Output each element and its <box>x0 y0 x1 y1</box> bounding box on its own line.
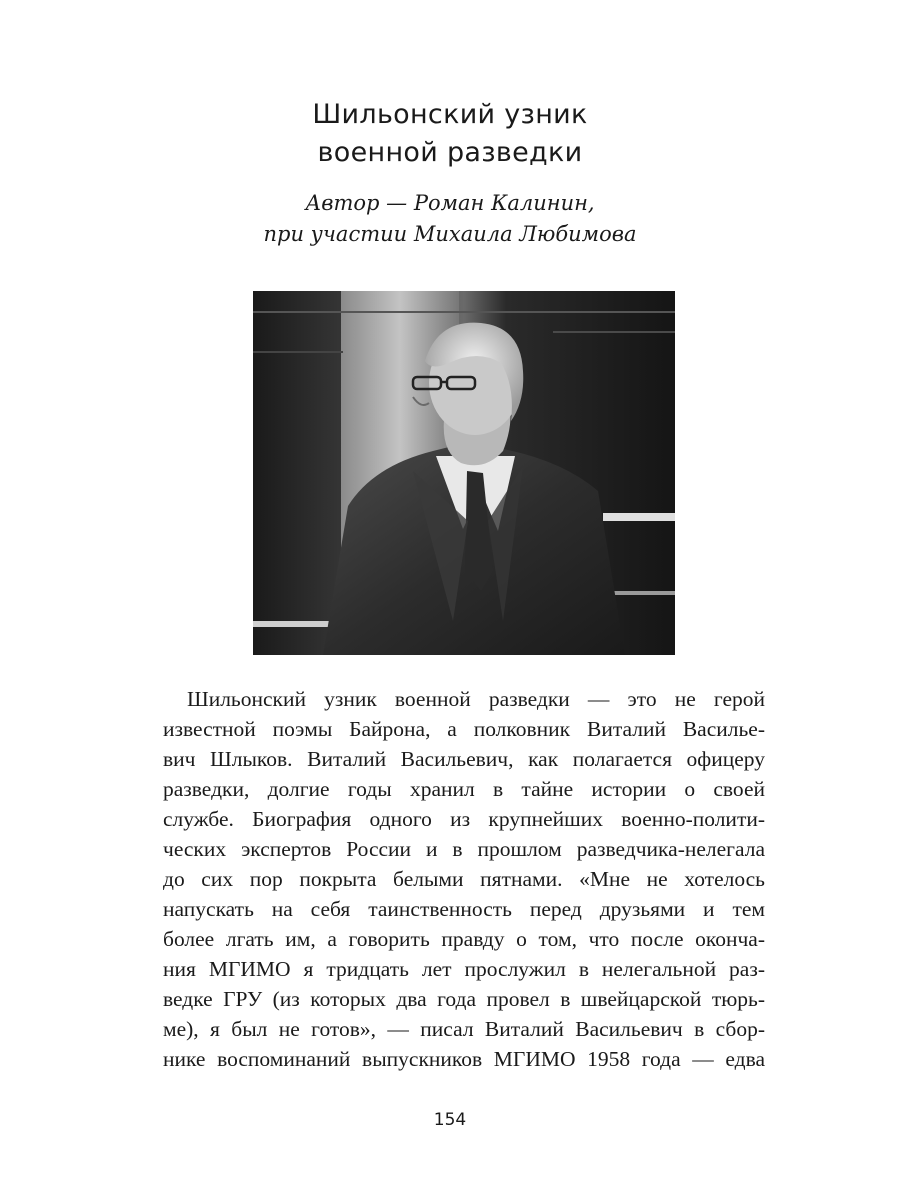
chapter-title-line-2: военной разведки <box>317 137 583 168</box>
body-line-3: вич Шлыков. Виталий Васильевич, как полагается офицеру <box>163 747 765 771</box>
body-line-11: ведке ГРУ (из которых два года провел в швейцарской тюрь- <box>163 987 765 1011</box>
body-line-9: более лгать им, а говорить правду о том, что после оконча- <box>163 927 765 951</box>
author-credit-line-1: Автор — Роман Калинин, <box>305 191 595 215</box>
author-credit-line-2: при участии Михаила Любимова <box>263 222 637 246</box>
chapter-title <box>0 96 900 172</box>
body-paragraph <box>163 684 765 1074</box>
body-line-4: разведки, долгие годы хранил в тайне истории о своей <box>163 777 765 801</box>
page-number: 154 <box>433 1110 467 1130</box>
author-credit <box>0 188 900 250</box>
body-line-6: ческих экспертов России и в прошлом разведчика-нелегала <box>163 837 765 861</box>
body-line-12: ме), я был не готов», — писал Виталий Васильевич в сбор- <box>163 1017 765 1041</box>
body-line-8: напускать на себя таинственность перед друзьями и тем <box>163 897 765 921</box>
body-line-2: известной поэмы Байрона, а полковник Виталий Василье- <box>163 717 765 741</box>
body-line-7: до сих пор покрыта белыми пятнами. «Мне не хотелось <box>163 867 765 891</box>
body-line-10: ния МГИМО я тридцать лет прослужил в нелегальной раз- <box>163 957 765 981</box>
chapter-title-line-1: Шильонский узник <box>312 99 588 130</box>
body-line-1: Шильонский узник военной разведки — это не герой <box>187 687 765 711</box>
body-line-5: службе. Биография одного из крупнейших военно-полити- <box>163 807 765 831</box>
body-line-13: нике воспоминаний выпускников МГИМО 1958 года — едва <box>163 1047 765 1071</box>
portrait-photo <box>253 291 675 655</box>
